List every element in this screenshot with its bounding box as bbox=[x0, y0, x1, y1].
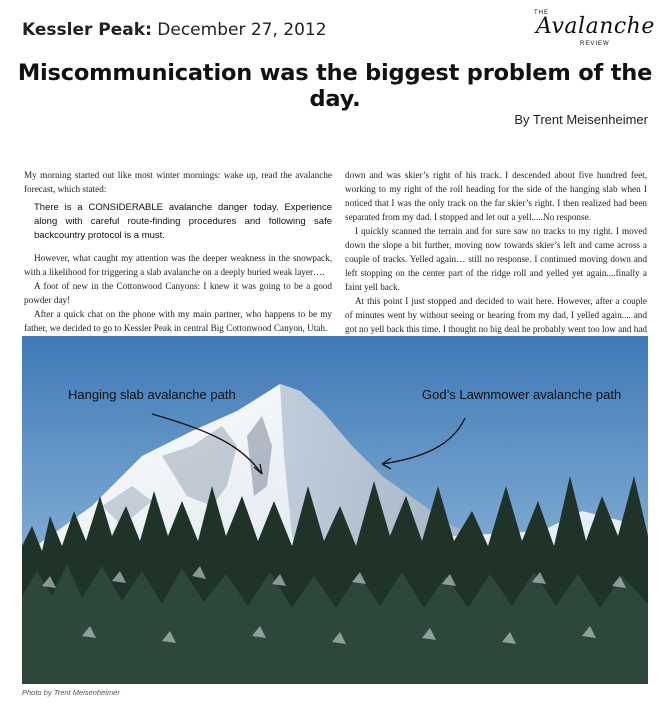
right-column bbox=[345, 168, 647, 350]
paragraph: A foot of new in the Cottonwood Canyons: I knew it was going to be a good powder day! bbox=[24, 281, 332, 305]
header-date: December 27, 2012 bbox=[157, 20, 327, 40]
paragraph: I quickly scanned the terrain and for sure saw no tracks to my right. I moved down the slope a bit further, moving now towards skier’s left and came across a couple of tracks. Yelled again… still no response. I continued moving down and left stopping on the center part of the ridge roll and yelled yet again....finally a faint yell back. bbox=[345, 226, 647, 292]
photo-credit: Photo by Trent Meisenheimer bbox=[22, 688, 120, 697]
label-gods-lawnmower: God’s Lawnmower avalanche path bbox=[422, 387, 622, 402]
article-title: Miscommunication was the biggest problem of the day. bbox=[17, 60, 653, 112]
left-column bbox=[24, 168, 332, 335]
paragraph: At this point I just stopped and decided to wait here. However, after a couple of minutes went by without seeing or hearing from my dad, I yelled again.... and got no yell back this time. I thought no big deal he probably went too low and had bbox=[345, 296, 647, 334]
forecast-callout: There is a CONSIDERABLE avalanche danger today. Experience along with careful route-finding procedures and following safe backcountry protocol is a must. bbox=[34, 202, 332, 241]
logo-the: THE bbox=[534, 10, 549, 16]
mountain-photo bbox=[22, 336, 648, 684]
paragraph: After a quick chat on the phone with my main partner, who happens to be my father, we decided to go to Kessler Peak in central Big Cottonwood Canyon, Utah. bbox=[24, 309, 332, 333]
avalanche-review-logo bbox=[520, 8, 660, 54]
page-header bbox=[22, 20, 327, 40]
article-byline: By Trent Meisenheimer bbox=[514, 112, 648, 127]
paragraph: My morning started out like most winter mornings: wake up, read the avalanche forecast, which stated: bbox=[24, 170, 332, 194]
paragraph: down and was skier’s right of his track. I descended about five hundred feet, working to my right of the roll heading for the side of the hanging slab when I noticed that I was the only track on the far skier’s right. I then realized had been separated from my dad. I stopped and let out a yell.....No response. bbox=[345, 170, 647, 222]
logo-name: Avalanche bbox=[536, 14, 655, 39]
header-location: Kessler Peak: bbox=[22, 20, 152, 40]
label-hanging-slab: Hanging slab avalanche path bbox=[68, 387, 236, 402]
logo-review: REVIEW bbox=[580, 41, 610, 47]
paragraph: However, what caught my attention was the deeper weakness in the snowpack, with a likelihood for triggering a slab avalanche on a deeply buried weak layer…. bbox=[24, 253, 332, 277]
